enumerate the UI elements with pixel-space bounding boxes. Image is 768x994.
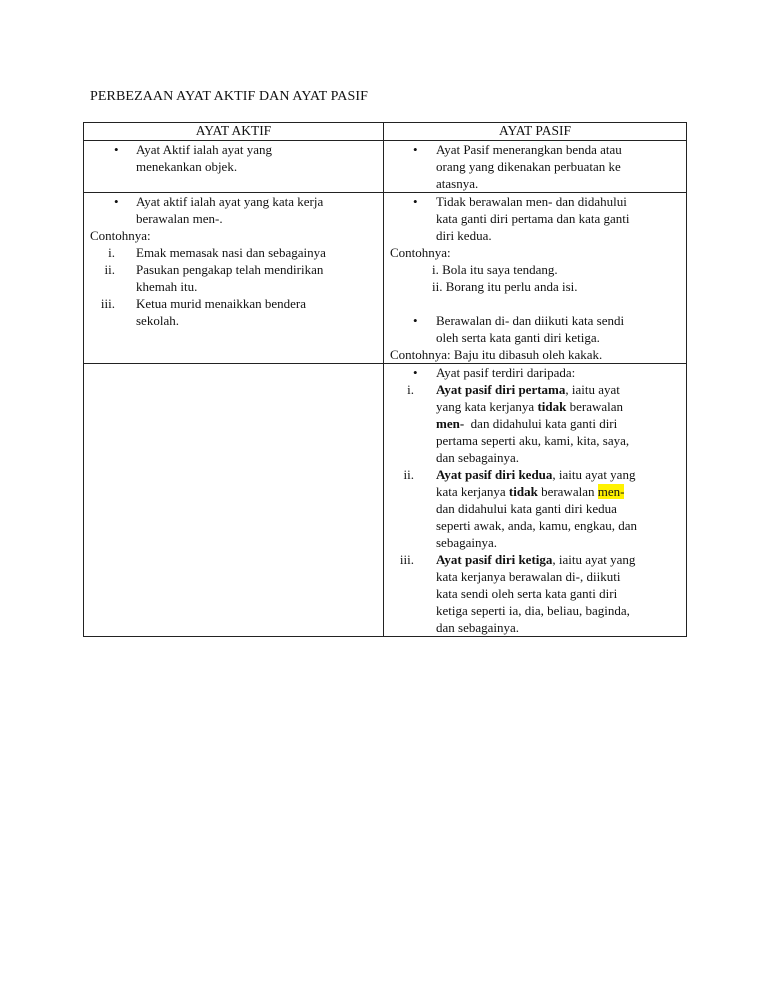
text-line — [436, 381, 686, 398]
bullet-icon: • — [114, 142, 119, 157]
text-line: atasnya. — [436, 176, 479, 191]
text-line: menekankan objek. — [136, 159, 238, 174]
text-line: ketiga seperti ia, dia, beliau, baginda, — [436, 603, 630, 618]
highlighted-text: men- — [597, 484, 625, 499]
text-line — [436, 398, 686, 415]
text-line: sebagainya. — [436, 535, 498, 550]
text-span: , iaitu ayat — [565, 382, 620, 397]
list-number: ii. — [403, 467, 414, 482]
text-span: kata kerjanya — [436, 484, 509, 499]
page-title: PERBEZAAN AYAT AKTIF DAN AYAT PASIF — [90, 89, 369, 104]
cell-aktif-empty — [84, 364, 384, 637]
cell-pasif-examples — [384, 193, 687, 364]
text-line: Ayat Aktif ialah ayat yang — [136, 142, 272, 157]
list-number: iii. — [399, 552, 414, 567]
header-ayat-pasif: AYAT PASIF — [384, 123, 687, 141]
contoh-sentence: Contohnya: Baju itu dibasuh oleh kakak. — [390, 347, 603, 362]
term-bold: men- — [436, 416, 465, 431]
bullet-item — [84, 193, 383, 227]
text-line: diri kedua. — [436, 228, 492, 243]
bullet-icon: • — [114, 194, 119, 209]
cell-pasif-definition — [384, 141, 687, 193]
text-span: dan didahului kata ganti diri — [464, 416, 618, 431]
table-row — [84, 364, 687, 637]
text-line: Ketua murid menaikkan bendera — [136, 296, 307, 311]
types-list — [384, 381, 686, 636]
contoh-label: Contohnya: — [90, 228, 151, 243]
table-row — [84, 141, 687, 193]
list-item — [84, 244, 383, 261]
bullet-icon: • — [413, 194, 418, 209]
table-header-row — [84, 123, 687, 141]
bullet-item — [384, 364, 686, 381]
text-line: sekolah. — [136, 313, 179, 328]
list-number: i. — [407, 382, 414, 397]
text-span: , iaitu ayat yang — [552, 467, 636, 482]
text-line — [436, 551, 686, 568]
list-number: i. — [108, 245, 115, 260]
example-line: i. Bola itu saya tendang. — [432, 262, 558, 277]
bullet-icon: • — [413, 142, 418, 157]
text-line: Pasukan pengakap telah mendirikan — [136, 262, 324, 277]
term-bold: Ayat pasif diri ketiga — [436, 552, 553, 567]
bullet-icon: • — [413, 365, 418, 380]
bullet-item — [384, 312, 686, 346]
cell-aktif-examples — [84, 193, 384, 364]
text-line: pertama seperti aku, kami, kita, saya, — [436, 433, 630, 448]
text-line — [436, 415, 686, 432]
text-line — [436, 483, 686, 500]
text-line: Emak memasak nasi dan sebagainya — [136, 245, 326, 260]
term-bold: Ayat pasif diri pertama — [436, 382, 566, 397]
text-line: dan sebagainya. — [436, 620, 520, 635]
bullet-item — [384, 193, 686, 244]
bullet-item — [84, 141, 383, 175]
text-span: yang kata kerjanya — [436, 399, 538, 414]
term-bold: tidak — [537, 399, 567, 414]
list-number: iii. — [100, 296, 115, 311]
list-item — [84, 261, 383, 295]
spacer — [384, 295, 686, 312]
comparison-table — [83, 122, 687, 637]
text-line: dan sebagainya. — [436, 450, 520, 465]
contoh-label: Contohnya: — [390, 245, 451, 260]
text-line: kata sendi oleh serta kata ganti diri — [436, 586, 618, 601]
text-line: Ayat aktif ialah ayat yang kata kerja — [136, 194, 324, 209]
text-line: Berawalan di- dan diikuti kata sendi — [436, 313, 625, 328]
list-item — [384, 551, 686, 636]
list-number: ii. — [104, 262, 115, 277]
term-bold: tidak — [508, 484, 538, 499]
bullet-item — [384, 141, 686, 192]
text-line: kata kerjanya berawalan di-, diikuti — [436, 569, 621, 584]
text-line: seperti awak, anda, kamu, engkau, dan — [436, 518, 638, 533]
text-line: kata ganti diri pertama dan kata ganti — [436, 211, 630, 226]
text-span: berawalan — [566, 399, 624, 414]
text-line: dan didahului kata ganti diri kedua — [436, 501, 617, 516]
list-item — [384, 466, 686, 551]
list-item — [84, 295, 383, 329]
text-line: khemah itu. — [136, 279, 198, 294]
bullet-icon: • — [413, 313, 418, 328]
example-list — [84, 244, 383, 329]
text-line: Ayat Pasif menerangkan benda atau — [436, 142, 622, 157]
text-span: berawalan — [537, 484, 598, 499]
text-span: , iaitu ayat yang — [552, 552, 636, 567]
table-row — [84, 193, 687, 364]
cell-pasif-types — [384, 364, 687, 637]
list-item — [384, 381, 686, 466]
text-line: orang yang dikenakan perbuatan ke — [436, 159, 621, 174]
term-bold: Ayat pasif diri kedua — [436, 467, 553, 482]
header-ayat-aktif: AYAT AKTIF — [84, 123, 384, 141]
text-line: berawalan men-. — [136, 211, 223, 226]
text-line: Ayat pasif terdiri daripada: — [436, 365, 576, 380]
text-line: Tidak berawalan men- dan didahului — [436, 194, 627, 209]
example-line: ii. Borang itu perlu anda isi. — [432, 279, 578, 294]
text-line: oleh serta kata ganti diri ketiga. — [436, 330, 600, 345]
text-line — [436, 466, 686, 483]
cell-aktif-definition — [84, 141, 384, 193]
